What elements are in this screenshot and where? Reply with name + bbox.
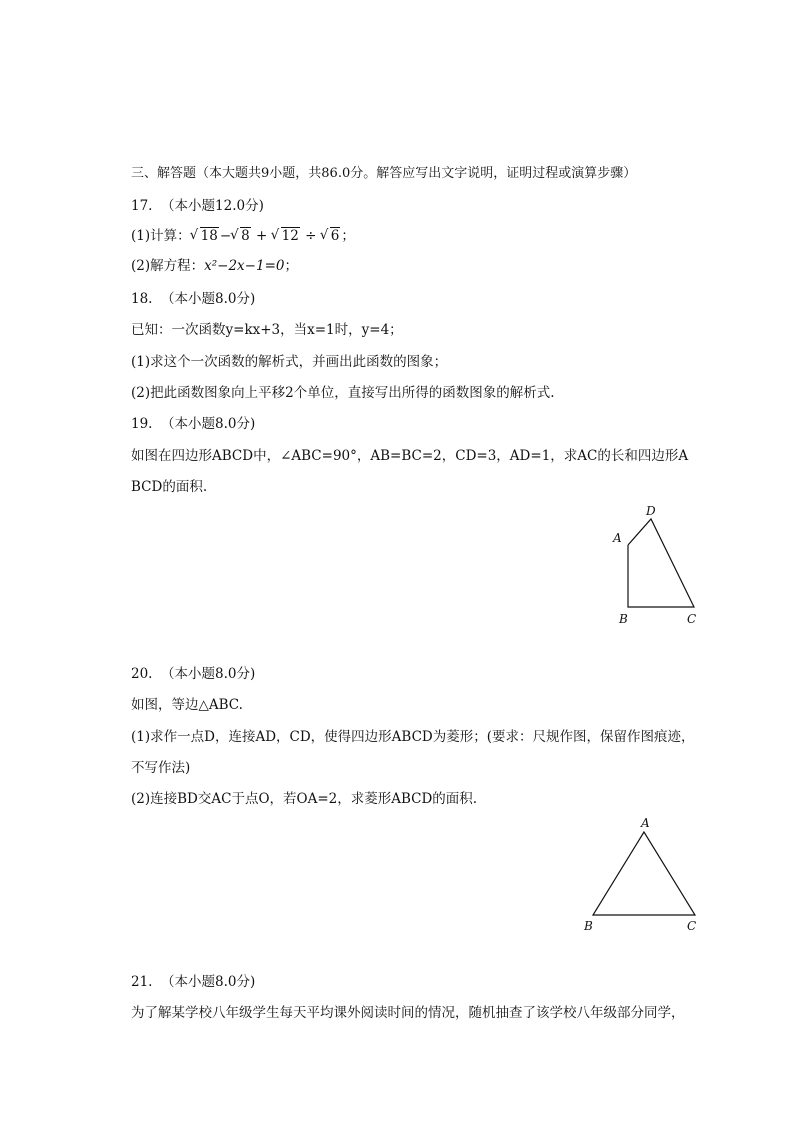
q20-line2: (1)求作一点D，连接AD，CD，使得四边形ABCD为菱形；(要求：尺规作图，保留作图痕迹， (131, 729, 695, 745)
q17-part1 (131, 226, 355, 246)
q20-triangle-figure (578, 812, 708, 937)
q21-line1: 为了解某学校八年级学生每天平均课外阅读时间的情况，随机抽查了该学校八年级部分同学， (131, 1005, 685, 1021)
q19-quadrilateral (628, 519, 694, 607)
q20-label-B: B (584, 919, 593, 933)
q20-triangle (593, 832, 695, 915)
q19-label-D: D (646, 504, 656, 518)
q18-title: 18. （本小题8.0分) (131, 291, 256, 307)
q19-line2: BCD的面积. (131, 479, 208, 495)
q17-radical-2: 8 (241, 228, 250, 244)
q20-line1: 如图，等边△ABC. (131, 697, 243, 713)
q20-label-A: A (641, 816, 650, 830)
q20-line4: (2)连接BD交AC于点O，若OA=2，求菱形ABCD的面积. (131, 791, 478, 807)
q20-label-C: C (687, 919, 697, 933)
q21-title: 21. （本小题8.0分) (131, 974, 256, 990)
q19-title: 19. （本小题8.0分) (131, 416, 256, 432)
q18-line3: (2)把此函数图象向上平移2个单位，直接写出所得的函数图象的解析式. (131, 385, 555, 401)
q18-line2: (1)求这个一次函数的解析式，并画出此函数的图象； (131, 354, 448, 370)
q19-label-B: B (619, 612, 628, 626)
q18-line1: 已知：一次函数y=kx+3，当x=1时，y=4； (131, 322, 403, 338)
q19-line1: 如图在四边形ABCD中，∠ABC=90°，AB=BC=2，CD=3，AD=1，求AC的长和四边形A (131, 448, 689, 464)
q20-line3: 不写作法) (131, 760, 191, 776)
q17-plus: + (256, 228, 268, 244)
q17-div: ÷ (305, 228, 317, 244)
q17-part1-prefix: (1)计算： (131, 228, 191, 244)
q17-part1-end: ； (341, 228, 355, 244)
q17-title: 17. （本小题12.0分) (131, 198, 264, 214)
q17-part2 (131, 256, 298, 276)
q17-radical-1: 18 (200, 228, 218, 244)
q20-title: 20. （本小题8.0分) (131, 666, 256, 682)
q17-part2-prefix: (2)解方程： (131, 258, 205, 274)
section-header: 三、解答题（本大题共9小题，共86.0分。解答应写出文字说明，证明过程或演算步骤） (131, 166, 637, 181)
q17-radical-4: 6 (330, 228, 340, 244)
q17-radical-3: 12 (281, 228, 299, 244)
q19-label-C: C (687, 612, 697, 626)
q17-minus: − (219, 228, 232, 244)
q17-part2-end: ； (284, 258, 298, 274)
q17-equation: x²−2x−1=0 (204, 258, 285, 274)
q19-label-A: A (613, 531, 622, 545)
q19-quadrilateral-figure (605, 500, 715, 630)
